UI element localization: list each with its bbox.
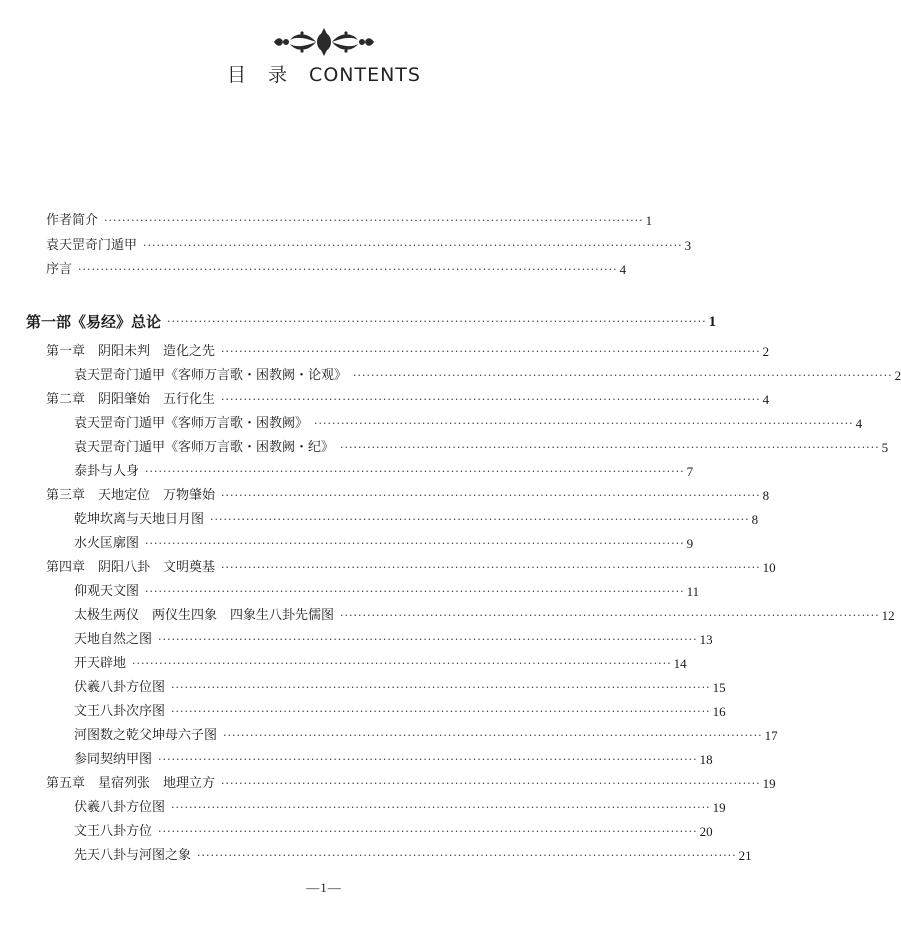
toc-entry-title: 袁天罡奇门遁甲《客师万言歌・困教阙・纪》 bbox=[74, 440, 335, 455]
toc-leader-dots: ························································································································ bbox=[171, 681, 711, 694]
toc-leader-dots: ························································································································ bbox=[221, 489, 761, 502]
toc-entry-section[interactable] bbox=[74, 703, 726, 721]
toc-entry-chapter[interactable] bbox=[46, 487, 770, 505]
toc-entry-front[interactable] bbox=[46, 212, 653, 230]
toc-leader-dots: ························································································································ bbox=[171, 801, 711, 814]
toc-entry-page: 19 bbox=[762, 776, 776, 791]
toc-entry-title: 作者简介 bbox=[46, 213, 99, 228]
toc-entry-title: 伏羲八卦方位图 bbox=[74, 680, 166, 695]
toc-entry-page: 12 bbox=[881, 608, 895, 623]
toc-leader-dots: ························································································································ bbox=[104, 214, 644, 227]
toc-entry-chapter[interactable] bbox=[46, 559, 776, 577]
toc-leader-dots: ························································································································ bbox=[158, 633, 698, 646]
toc-entry-title: 序言 bbox=[46, 262, 73, 277]
toc-leader-dots: ························································································································ bbox=[78, 263, 618, 276]
toc-leader-dots: ························································································································ bbox=[143, 239, 683, 252]
toc-entry-section[interactable] bbox=[74, 463, 694, 481]
toc-entry-chapter[interactable] bbox=[46, 391, 770, 409]
toc-entry-chapter[interactable] bbox=[46, 775, 776, 793]
toc-leader-dots: ························································································································ bbox=[145, 537, 685, 550]
toc-entry-title: 河图数之乾父坤母六子图 bbox=[74, 728, 218, 743]
toc-leader-dots: ························································································································ bbox=[171, 705, 711, 718]
toc-entry-title: 先天八卦与河图之象 bbox=[74, 848, 192, 863]
toc-entry-title: 水火匡廓图 bbox=[74, 536, 140, 551]
toc-entry-page: 7 bbox=[686, 464, 694, 479]
toc-entry-title: 第一章 阴阳未判 造化之先 bbox=[46, 344, 216, 359]
toc-entry-front[interactable] bbox=[46, 261, 627, 279]
toc-leader-dots: ························································································································ bbox=[221, 345, 761, 358]
toc-entry-title: 仰观天文图 bbox=[74, 584, 140, 599]
toc-entry-front[interactable] bbox=[46, 237, 692, 255]
toc-leader-dots: ························································································································ bbox=[223, 729, 763, 742]
toc-entry-page: 4 bbox=[855, 416, 863, 431]
toc-entry-title: 袁天罡奇门遁甲《客师万言歌・困教阙》 bbox=[74, 416, 309, 431]
toc-entry-page: 4 bbox=[619, 262, 627, 277]
toc-entry-title: 第三章 天地定位 万物肇始 bbox=[46, 488, 216, 503]
toc-entry-page: 14 bbox=[673, 656, 687, 671]
toc-entry-section[interactable] bbox=[74, 583, 700, 601]
page-number: —1— bbox=[306, 880, 342, 895]
page-title bbox=[0, 60, 648, 87]
toc-entry-section[interactable] bbox=[74, 511, 759, 529]
toc-entry-title: 乾坤坎离与天地日月图 bbox=[74, 512, 205, 527]
toc-entry-page: 2 bbox=[894, 368, 901, 383]
toc-entry-chapter[interactable] bbox=[46, 343, 770, 361]
toc-entry-page: 18 bbox=[699, 752, 713, 767]
toc-entry-section[interactable] bbox=[74, 415, 863, 433]
toc-leader-dots: ························································································································ bbox=[158, 825, 698, 838]
toc-entry-page: 15 bbox=[712, 680, 726, 695]
toc-entry-section[interactable] bbox=[74, 367, 901, 385]
toc-entry-page: 13 bbox=[699, 632, 713, 647]
toc-leader-dots: ························································································································ bbox=[314, 417, 854, 430]
toc-entry-title: 袁天罡奇门遁甲 bbox=[46, 238, 138, 253]
toc-entry-page: 11 bbox=[686, 584, 700, 599]
toc-entry-section[interactable] bbox=[74, 751, 713, 769]
toc-entry-page: 1 bbox=[645, 213, 653, 228]
toc-leader-dots: ························································································································ bbox=[221, 561, 761, 574]
title-english: CONTENTS bbox=[309, 64, 421, 86]
toc-leader-dots: ························································································································ bbox=[221, 393, 761, 406]
toc-entry-title: 第五章 星宿列张 地理立方 bbox=[46, 776, 216, 791]
toc-entry-page: 20 bbox=[699, 824, 713, 839]
toc-entry-section[interactable] bbox=[74, 847, 752, 865]
toc-entry-section[interactable] bbox=[74, 655, 687, 673]
toc-leader-dots: ························································································································ bbox=[340, 609, 880, 622]
toc-entry-page: 19 bbox=[712, 800, 726, 815]
toc-entry-title: 第四章 阴阳八卦 文明奠基 bbox=[46, 560, 216, 575]
toc-entry-page: 2 bbox=[762, 344, 770, 359]
toc-leader-dots: ························································································································ bbox=[145, 465, 685, 478]
toc-entry-title: 第一部《易经》总论 bbox=[26, 313, 162, 331]
toc-entry-page: 3 bbox=[684, 238, 692, 253]
toc-entry-page: 17 bbox=[764, 728, 778, 743]
decorative-flourish-icon bbox=[272, 24, 376, 60]
toc-entry-page: 5 bbox=[881, 440, 889, 455]
toc-entry-title: 第二章 阴阳肇始 五行化生 bbox=[46, 392, 216, 407]
toc-entry-title: 文王八卦方位 bbox=[74, 824, 153, 839]
toc-leader-dots: ························································································································ bbox=[210, 513, 750, 526]
toc-entry-page: 10 bbox=[762, 560, 776, 575]
toc-entry-section[interactable] bbox=[74, 607, 895, 625]
toc-entry-title: 袁天罡奇门遁甲《客师万言歌・困教阙・论观》 bbox=[74, 368, 348, 383]
toc-entry-title: 天地自然之图 bbox=[74, 632, 153, 647]
toc-leader-dots: ························································································································ bbox=[340, 441, 880, 454]
toc-entry-title: 太极生两仪 两仪生四象 四象生八卦先儒图 bbox=[74, 608, 335, 623]
toc-entry-part[interactable] bbox=[26, 311, 717, 333]
toc-leader-dots: ························································································································ bbox=[197, 849, 737, 862]
toc-entry-title: 开天辟地 bbox=[74, 656, 127, 671]
toc-entry-section[interactable] bbox=[74, 679, 726, 697]
toc-entry-page: 16 bbox=[712, 704, 726, 719]
toc-entry-page: 1 bbox=[708, 314, 717, 330]
toc-entry-section[interactable] bbox=[74, 535, 694, 553]
toc-entry-section[interactable] bbox=[74, 823, 713, 841]
toc-leader-dots: ························································································································ bbox=[132, 657, 672, 670]
toc-leader-dots: ························································································································ bbox=[221, 777, 761, 790]
toc-leader-dots: ························································································································ bbox=[167, 315, 707, 328]
toc-leader-dots: ························································································································ bbox=[158, 753, 698, 766]
toc-entry-page: 21 bbox=[738, 848, 752, 863]
toc-entry-page: 9 bbox=[686, 536, 694, 551]
toc-entry-section[interactable] bbox=[74, 439, 889, 457]
toc-entry-page: 8 bbox=[751, 512, 759, 527]
toc-leader-dots: ························································································································ bbox=[145, 585, 685, 598]
toc-entry-section[interactable] bbox=[74, 799, 726, 817]
toc-entry-title: 参同契纳甲图 bbox=[74, 752, 153, 767]
toc-entry-title: 文王八卦次序图 bbox=[74, 704, 166, 719]
toc-entry-page: 4 bbox=[762, 392, 770, 407]
toc-leader-dots: ························································································································ bbox=[353, 369, 893, 382]
toc-entry-section[interactable] bbox=[74, 631, 713, 649]
title-chinese: 目 录 bbox=[227, 64, 296, 86]
toc-entry-title: 伏羲八卦方位图 bbox=[74, 800, 166, 815]
toc-entry-title: 泰卦与人身 bbox=[74, 464, 140, 479]
toc-entry-section[interactable] bbox=[74, 727, 778, 745]
toc-entry-page: 8 bbox=[762, 488, 770, 503]
